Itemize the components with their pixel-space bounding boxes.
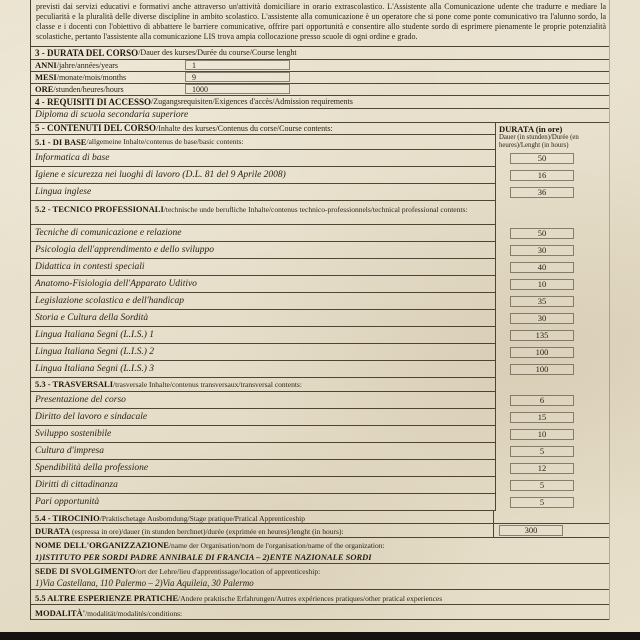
course-hours-box: 5 (510, 480, 574, 491)
transversal-contents-rows (31, 392, 609, 511)
subsection-5-2-header (31, 201, 609, 225)
hours-column-cell (495, 409, 609, 426)
course-row (31, 392, 609, 409)
course-row (31, 344, 609, 361)
course-hours-box: 135 (510, 330, 574, 341)
duration-value-box: 1000 (185, 84, 290, 94)
course-label: Anatomo-Fisiologia dell'Apparato Uditivo (35, 278, 197, 289)
duration-row (31, 72, 609, 84)
hours-column-cell (495, 460, 609, 477)
course-row (31, 167, 609, 184)
hours-column-cell (495, 259, 609, 276)
duration-row (31, 60, 609, 72)
course-hours-box: 15 (510, 412, 574, 423)
section-3-header (31, 47, 609, 60)
duration-row-label: MESI/monate/mois/months (35, 72, 127, 83)
hours-column-cell (493, 511, 607, 523)
section-5-5-title: 5.5 ALTRE ESPERIENZE PRATICHE (35, 592, 179, 603)
subsection-5-3-translations: /trasversale Inhalte/contenus transversaux/transversal contents: (113, 379, 302, 389)
course-label: Psicologia dell'apprendimento e dello sviluppo (35, 244, 214, 255)
course-hours-box: 12 (510, 463, 574, 474)
course-hours-box: 100 (510, 347, 574, 358)
course-label: Sviluppo sostenibile (35, 428, 112, 439)
course-label: Didattica in contesti speciali (35, 261, 145, 272)
admission-requirement-value: Diploma di scuola secondaria superiore (31, 109, 609, 123)
course-hours-box: 6 (510, 395, 574, 406)
course-row (31, 409, 609, 426)
intro-paragraph: previsti dai servizi educativi e formativi anche attraverso un'attività domiciliare in orario extrascolastico. L'Assistente alla Comunicazione udente che tradurre e mediare la peculiarità e la pluralità delle diverse discipline in ambito scolastico. L'assistente alla comunicazione è un operatore che si pone come ponte comunicativo tra l'alunno sordo, la classe e i docenti con l'obiettivo di abbattere le barriere comunicative, offrire pari opportunità e consentire allo studente sordo di esprimere pienamente le proprie potenzialità scolastiche, pertanto l'assistente alla comunicazione LIS trova ampia collocazione presso scuole di ogni ordine e grado. (36, 2, 606, 41)
hours-column-cell (495, 201, 609, 225)
course-duration-rows (31, 60, 609, 96)
hours-column-cell (495, 327, 609, 344)
course-label: Spendibilità della professione (35, 462, 149, 473)
hours-column-cell (495, 443, 609, 460)
hours-column-cell (495, 276, 609, 293)
section-5-contents (31, 123, 609, 511)
course-label: Diritti di cittadinanza (35, 479, 118, 490)
course-row (31, 293, 609, 310)
hours-column-cell (495, 167, 609, 184)
course-hours-box: 30 (510, 245, 574, 256)
course-row (31, 327, 609, 344)
hours-column-cell (495, 150, 609, 167)
subsection-5-1-title: 5.1 - DI BASE (35, 136, 87, 147)
hours-column-cell (495, 477, 609, 494)
course-hours-box: 30 (510, 313, 574, 324)
modalita-label: MODALITÀ' (35, 607, 86, 618)
section-5-title-translations: /Inhalte des kurses/Contenus du corse/Course contents: (156, 123, 333, 133)
course-label: Cultura d'impresa (35, 445, 104, 456)
course-label: Lingua inglese (35, 186, 92, 197)
subsection-5-2-translations: /technische unde berufliche Inhalte/contenus technico-professionnels/technical professional contents: (163, 204, 468, 214)
course-hours-box: 10 (510, 429, 574, 440)
subsection-5-3-header (31, 378, 609, 392)
location-value: 1)Via Castellana, 110 Palermo – 2)Via Aquileia, 30 Palermo (35, 577, 254, 588)
section-5-title: 5 - CONTENUTI DEL CORSO (35, 123, 157, 134)
course-row (31, 242, 609, 259)
organization-header (31, 538, 609, 551)
section-4-title: 4 - REQUISITI DI ACCESSO (35, 96, 152, 107)
course-row (31, 150, 609, 167)
course-hours-box: 36 (510, 187, 574, 198)
course-label: Presentazione del corso (35, 394, 126, 405)
course-label: Storia e Cultura della Sordità (35, 312, 149, 323)
location-label: SEDE DI SVOLGIMENTO (35, 566, 136, 577)
course-hours-box: 5 (510, 446, 574, 457)
course-row (31, 460, 609, 477)
section-5-4-title: 5.4 - TIROCINIO (35, 512, 100, 523)
course-label: Lingua Italiana Segni (L.I.S.) 2 (35, 346, 155, 357)
section-3-title-translations: /Dauer des kurses/Durée du course/Course lenght (138, 48, 297, 58)
section-5-4-translations: /Praktischetage Ausbomdung/Stage pratique/Pratical Apprenticeship (99, 513, 305, 523)
hours-column-cell (495, 293, 609, 310)
course-hours-box: 10 (510, 279, 574, 290)
course-label: Legislazione scolastica e dell'handicap (35, 295, 184, 306)
subsection-5-1-translations: /allgemeine Inhalte/contenus de base/basic contents: (86, 137, 244, 147)
course-label: Diritto del lavoro e sindacale (35, 411, 148, 422)
hours-column-cell (495, 426, 609, 443)
modalita-translations: /modalität/modalités/conditions: (85, 608, 183, 618)
duration-row-label: ANNI/jahre/années/years (35, 60, 119, 71)
course-hours-box: 100 (510, 364, 574, 375)
course-hours-box: 5 (510, 497, 574, 508)
organization-translations: /name der Organisation/nom de l'organisation/name of the organization: (168, 541, 385, 551)
hours-column-cell (495, 310, 609, 327)
course-row (31, 494, 609, 511)
subsection-5-3-title: 5.3 - TRASVERSALI (35, 379, 114, 390)
duration-row (31, 84, 609, 96)
tirocinio-duration-label: DURATA (35, 526, 71, 537)
duration-column-subtitle: Dauer (in stunden)/Durée (en heures)/Lenght (in hours) (499, 133, 579, 149)
hours-column-cell (495, 361, 609, 378)
hours-column-cell (495, 225, 609, 242)
modalita-row (31, 605, 609, 620)
section-3-title: 3 - DURATA DEL CORSO (35, 47, 139, 58)
course-label: Lingua Italiana Segni (L.I.S.) 3 (35, 363, 155, 374)
course-row (31, 443, 609, 460)
tirocinio-duration-translations: (espressa in ore)/dauer (in stunden berchnet)/durée (exprimée en heures)/lenght (in hours): (70, 527, 344, 537)
course-row (31, 310, 609, 327)
duration-column-header (499, 124, 607, 150)
course-row (31, 361, 609, 378)
duration-value-box: 1 (185, 60, 290, 70)
section-5-5-translations: /Andere praktische Erfahrungen/Autres expériences pratiques/other pratical experiences (178, 593, 443, 603)
duration-column-title: DURATA (in ore) (499, 123, 563, 134)
hours-column-cell (495, 494, 609, 511)
document-content (30, 0, 610, 620)
course-hours-box: 16 (510, 170, 574, 181)
section-4-header (31, 96, 609, 109)
course-row (31, 225, 609, 242)
organization-label: NOME DELL'ORGANIZZAZIONE (35, 540, 169, 551)
course-row (31, 259, 609, 276)
course-label: Informatica di base (35, 152, 110, 163)
hours-column-cell (495, 344, 609, 361)
course-label: Pari opportunità (35, 496, 100, 507)
course-row (31, 276, 609, 293)
course-label: Tecniche di comunicazione e relazione (35, 227, 182, 238)
course-label: Lingua Italiana Segni (L.I.S.) 1 (35, 329, 155, 340)
technical-contents-rows (31, 225, 609, 378)
course-row (31, 184, 609, 201)
hours-column-cell (495, 242, 609, 259)
location-translations: /ort der Lehre/lieu d'apprentissage/location of apprenticeship: (135, 567, 321, 577)
hours-column-cell (495, 392, 609, 409)
section-4-title-translations: /Zugangsrequisiten/Exigences d'accès/Admission requirements (151, 97, 353, 107)
hours-column-cell (495, 184, 609, 201)
hours-column-cell (495, 378, 609, 392)
basic-contents-rows (31, 150, 609, 201)
course-info-table (31, 46, 609, 620)
duration-value-box: 9 (185, 72, 290, 82)
course-row (31, 426, 609, 443)
course-hours-box: 40 (510, 262, 574, 273)
location-header (31, 564, 609, 577)
duration-row-label: ORE/stunden/heures/hours (35, 84, 124, 95)
course-hours-box: 50 (510, 153, 574, 164)
course-label: Igiene e sicurezza nei luoghi di lavoro (D.L. 81 del 9 Aprile 2008) (35, 169, 286, 180)
scan-edge-bar (0, 632, 640, 640)
course-hours-box: 50 (510, 228, 574, 239)
course-row (31, 477, 609, 494)
course-hours-box: 35 (510, 296, 574, 307)
organization-value: 1)ISTITUTO PER SORDI PADRE ANNIBALE DI FRANCIA – 2)ENTE NAZIONALE SORDI (35, 551, 372, 562)
subsection-5-2-title: 5.2 - TECNICO PROFESSIONALI (35, 203, 164, 214)
tirocinio-hours-box: 300 (499, 525, 563, 536)
